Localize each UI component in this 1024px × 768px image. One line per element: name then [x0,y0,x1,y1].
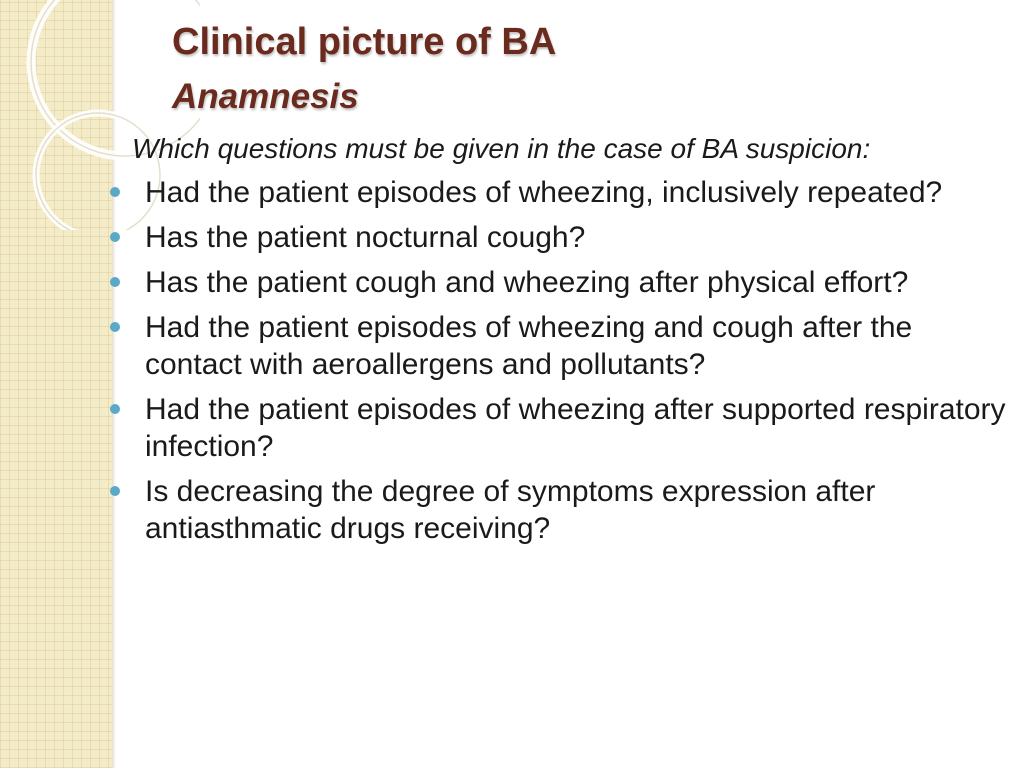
intro-text: Which questions must be given in the case of BA suspicion: [132,133,871,164]
bullet-icon [110,404,120,414]
list-item [110,174,1010,211]
bullet-icon [110,486,120,496]
list-item-text: Had the patient episodes of wheezing after supported respiratory infection? [145,393,1006,463]
list-item-text: Has the patient cough and wheezing after physical effort? [145,266,909,299]
list-item [110,264,1010,301]
bullet-icon [110,187,120,197]
slide-title: Clinical picture of BA [172,21,557,63]
list-item-text: Is decreasing the degree of symptoms expression after antiasthmatic drugs receiving? [145,475,876,545]
question-list [110,174,1010,555]
list-item-text: Had the patient episodes of wheezing and cough after the contact with aeroallergens and pollutants? [145,311,913,381]
list-item [110,309,1010,383]
bullet-icon [110,277,120,287]
list-item [110,219,1010,256]
list-item [110,391,1010,465]
list-item-text: Has the patient nocturnal cough? [145,221,586,254]
slide-subtitle: Anamnesis [172,77,359,116]
bullet-icon [110,232,120,242]
bullet-icon [110,322,120,332]
list-item [110,473,1010,547]
list-item-text: Had the patient episodes of wheezing, inclusively repeated? [145,176,943,209]
